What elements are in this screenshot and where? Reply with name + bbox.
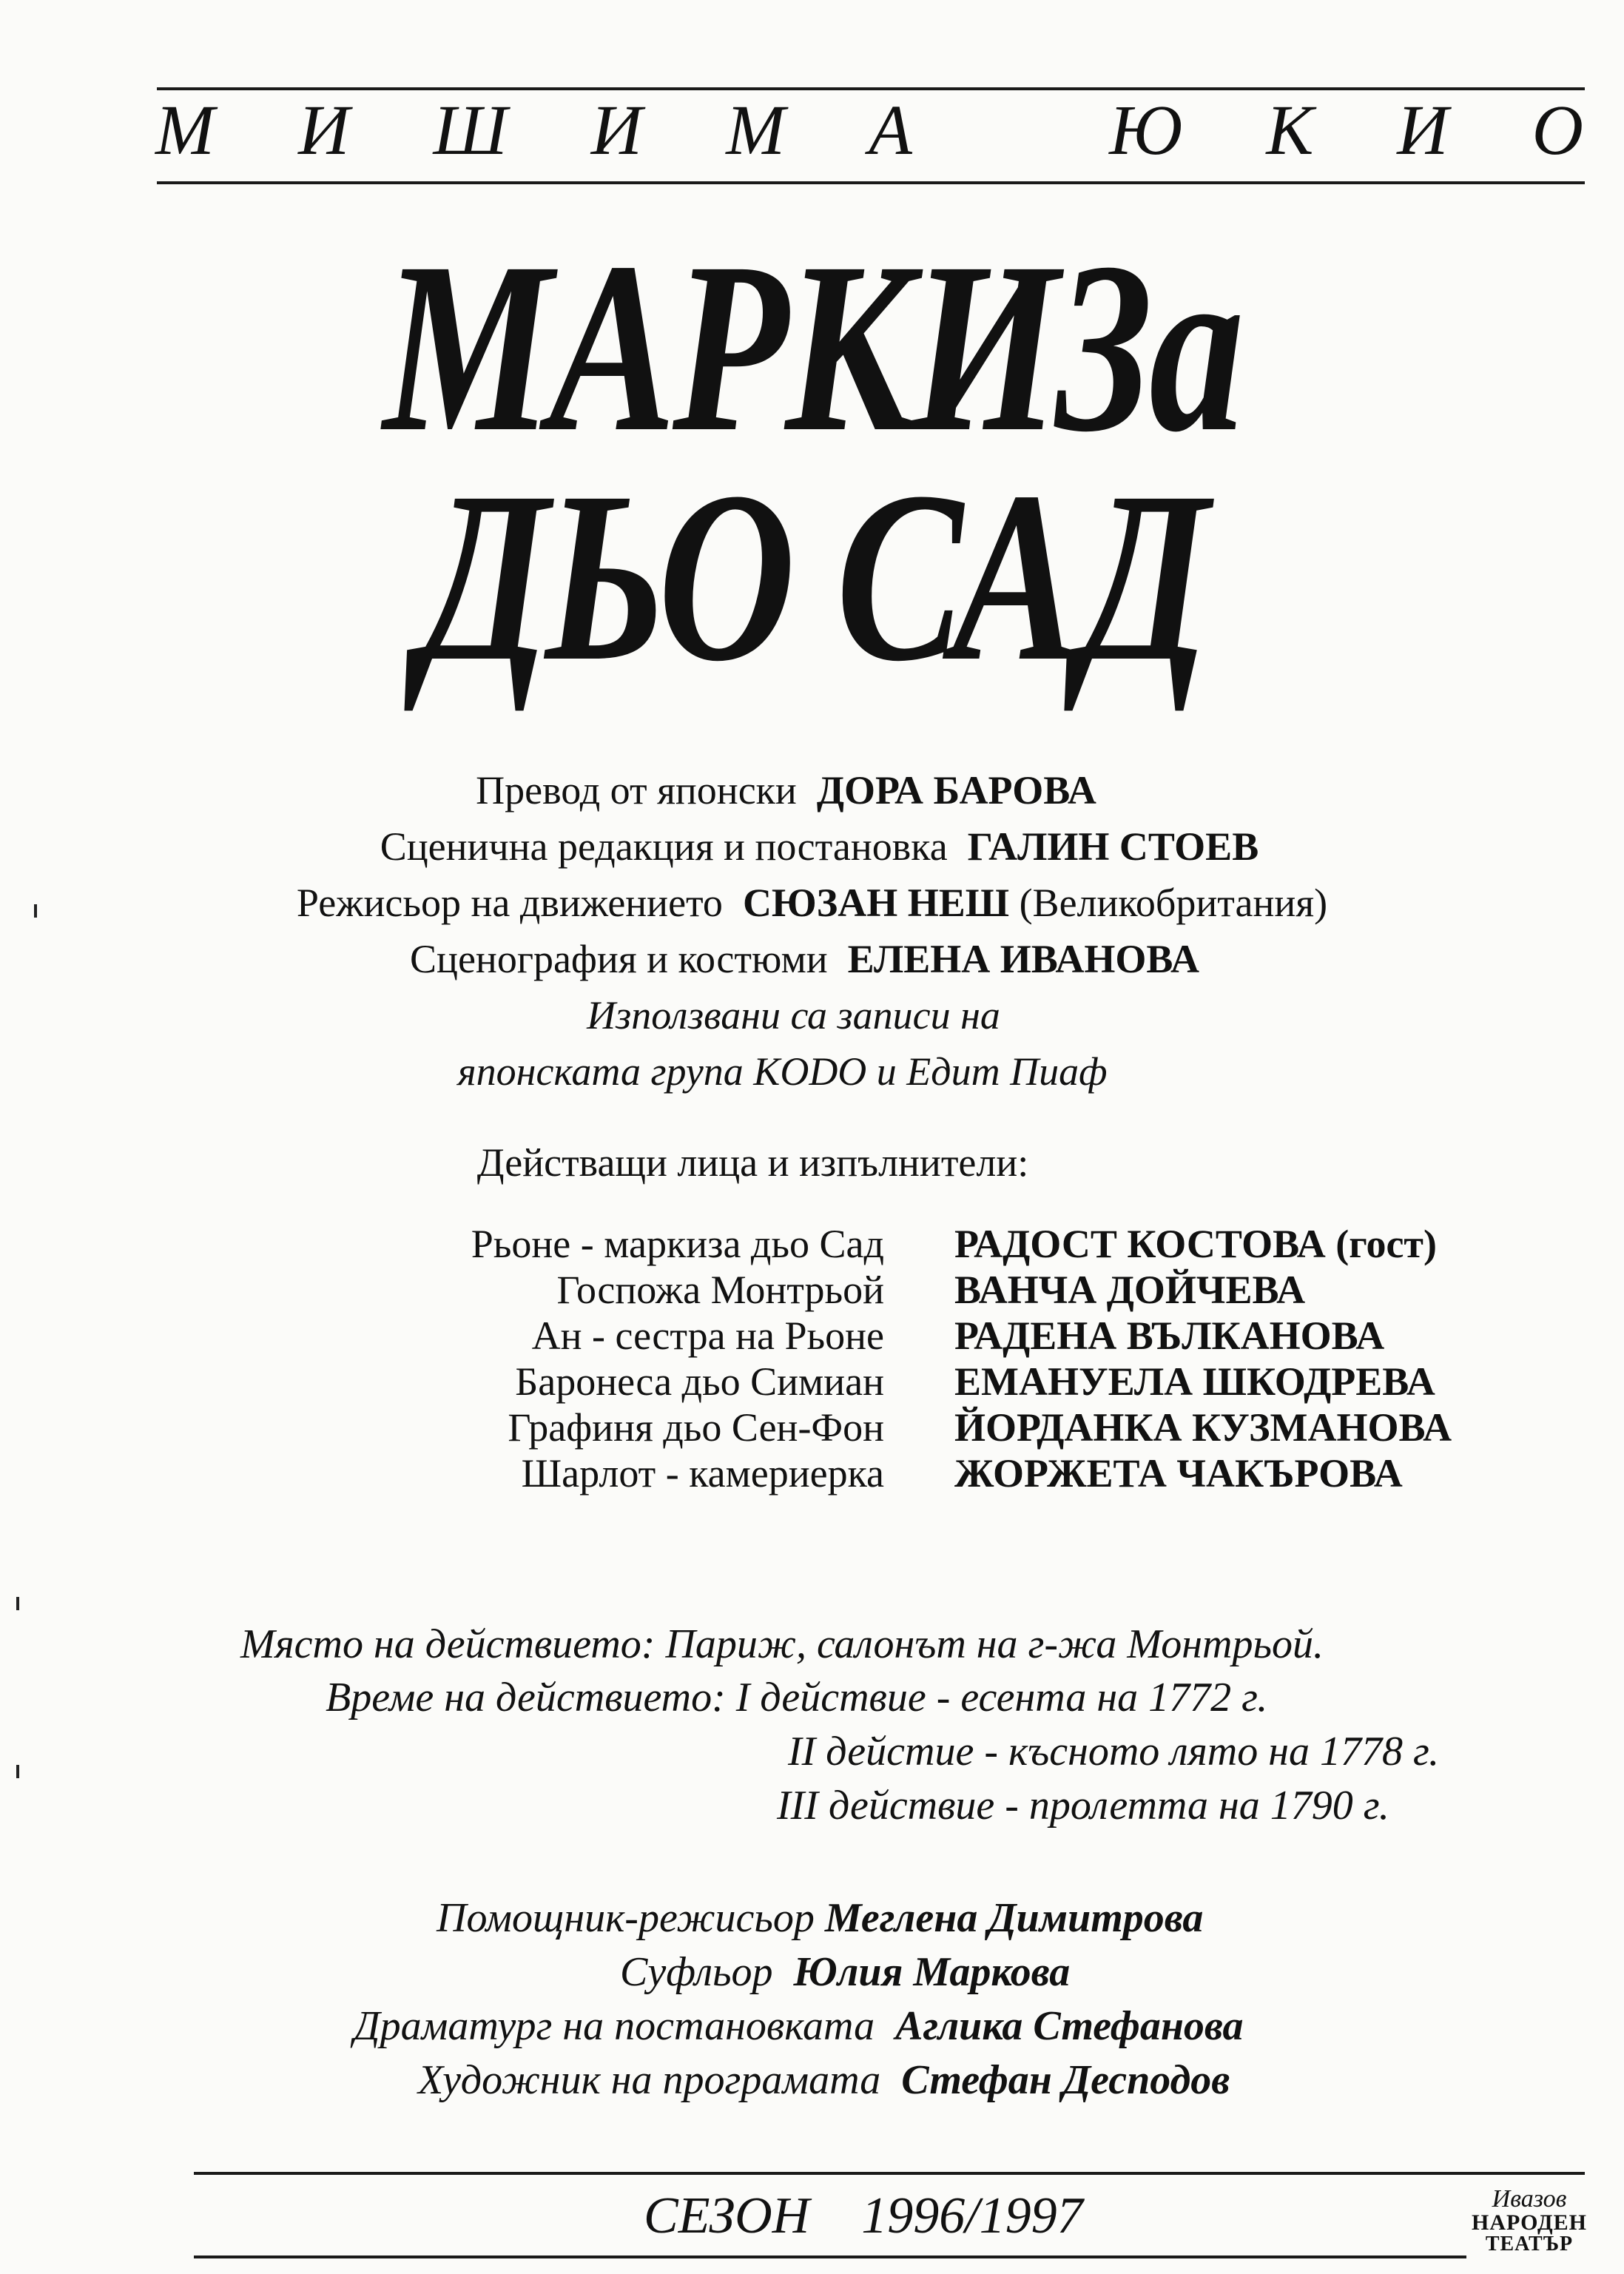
cast-note: (гост) <box>1335 1222 1437 1266</box>
staff-row <box>354 2002 1244 2050</box>
staff-name: Аглика Стефанова <box>895 2003 1244 2049</box>
staff-name: Юлия Маркова <box>793 1949 1071 1995</box>
cast-role: Госпожа Монтрьой <box>556 1268 884 1312</box>
cast-actor-name: РАДОСТ КОСТОВА <box>954 1222 1326 1266</box>
staff-row <box>418 2056 1230 2104</box>
credit-role: Сценография и костюми <box>410 937 828 981</box>
credit-role: Превод от японски <box>476 768 797 813</box>
staff-row <box>437 1894 1203 1942</box>
cast-row <box>0 1359 1624 1405</box>
title-line-2: ДЬО САД <box>418 442 1206 712</box>
author-letter: И <box>1397 90 1449 169</box>
credit-row <box>0 931 1624 987</box>
author-letter: А <box>869 90 912 169</box>
staff-name: Стефан Десподов <box>901 2057 1230 2103</box>
credit-note: (Великобритания) <box>1019 881 1328 925</box>
national-theatre-logo <box>1466 2187 1592 2268</box>
logo-line-1: НАРОДЕН <box>1472 2210 1587 2235</box>
logo-line-2: ТЕАТЪР <box>1485 2233 1574 2256</box>
author-letter: Ю <box>1109 90 1183 169</box>
setting-place: Място на действието: Париж, салонът на г-жа Монтрьой. <box>240 1621 1324 1667</box>
author-name <box>155 90 1583 169</box>
margin-mark <box>16 1597 19 1610</box>
cast-row <box>0 1450 1624 1496</box>
bottom-rule-upper <box>194 2172 1585 2175</box>
cast-row <box>0 1405 1624 1450</box>
credit-row <box>0 875 1624 931</box>
margin-mark <box>34 904 37 918</box>
author-letter: К <box>1266 90 1314 169</box>
staff-row <box>620 1948 1070 1996</box>
credit-name: ЕЛЕНА ИВАНОВА <box>847 937 1199 981</box>
cast-row <box>0 1313 1624 1359</box>
logo-signature: Ивазов <box>1492 2185 1567 2213</box>
cast-actor <box>954 1221 1437 1267</box>
cast-heading: Действащи лица и изпълнители: <box>476 1140 1029 1185</box>
credit-name: ДОРА БАРОВА <box>816 768 1096 813</box>
staff-role: Суфльор <box>620 1949 773 1995</box>
cast-actor-name: РАДЕНА ВЪЛКАНОВА <box>954 1313 1385 1358</box>
credit-row <box>15 818 1624 875</box>
setting-time: III действие - пролетта на 1790 г. <box>777 1783 1389 1829</box>
author-letter: И <box>298 90 350 169</box>
cast-actor-name: ЙОРДАНКА КУЗМАНОВА <box>954 1405 1452 1450</box>
staff-role: Драматург на постановката <box>354 2003 875 2049</box>
cast-actor-name: ЕМАНУЕЛА ШКОДРЕВА <box>954 1359 1435 1404</box>
cast-role: Ан - сестра на Рьоне <box>531 1313 884 1358</box>
season-label <box>644 2187 1083 2246</box>
credits-block <box>0 762 1624 1100</box>
music-note-line: Използвани са записи на <box>587 993 1000 1037</box>
cast-row <box>0 1267 1624 1313</box>
season-years: 1996/1997 <box>861 2187 1083 2244</box>
season-word: СЕЗОН <box>644 2187 810 2244</box>
cast-role: Рьоне - маркиза дьо Сад <box>471 1222 884 1266</box>
cast-role: Шарлот - камериерка <box>521 1451 884 1496</box>
setting-time: II дейстие - късното лято на 1778 г. <box>788 1729 1440 1775</box>
author-letter: О <box>1532 90 1583 169</box>
bottom-rule-lower <box>194 2256 1466 2258</box>
staff-role: Помощник-режисьор <box>437 1895 815 1941</box>
author-letter: М <box>726 90 786 169</box>
margin-mark <box>16 1765 19 1778</box>
author-rule <box>157 181 1585 184</box>
title-line-1: МАРКИЗа <box>383 212 1241 482</box>
author-letter: М <box>155 90 215 169</box>
author-letter: И <box>590 90 643 169</box>
cast-role: Графиня дьо Сен-Фон <box>508 1405 884 1450</box>
cast-row <box>0 1221 1624 1267</box>
cast-role: Баронеса дьо Симиан <box>515 1359 884 1404</box>
credit-name: СЮЗАН НЕШ <box>742 881 1010 925</box>
music-note-line: японската група KODO и Едит Пиаф <box>457 1049 1108 1094</box>
cast-list <box>0 1221 1624 1496</box>
credit-role: Режисьор на движението <box>296 881 723 925</box>
staff-name: Меглена Димитрова <box>824 1895 1204 1941</box>
credit-row <box>0 762 1624 818</box>
staff-role: Художник на програмата <box>418 2057 881 2103</box>
author-letter: Ш <box>433 90 508 169</box>
cast-actor-name: ЖОРЖЕТА ЧАКЪРОВА <box>954 1451 1403 1496</box>
credit-role: Сценична редакция и постановка <box>380 824 948 869</box>
credit-name: ГАЛИН СТОЕВ <box>967 824 1259 869</box>
setting-time: Време на действието: I действие - есента на 1772 г. <box>326 1675 1268 1720</box>
cast-actor-name: ВАНЧА ДОЙЧЕВА <box>954 1268 1306 1312</box>
